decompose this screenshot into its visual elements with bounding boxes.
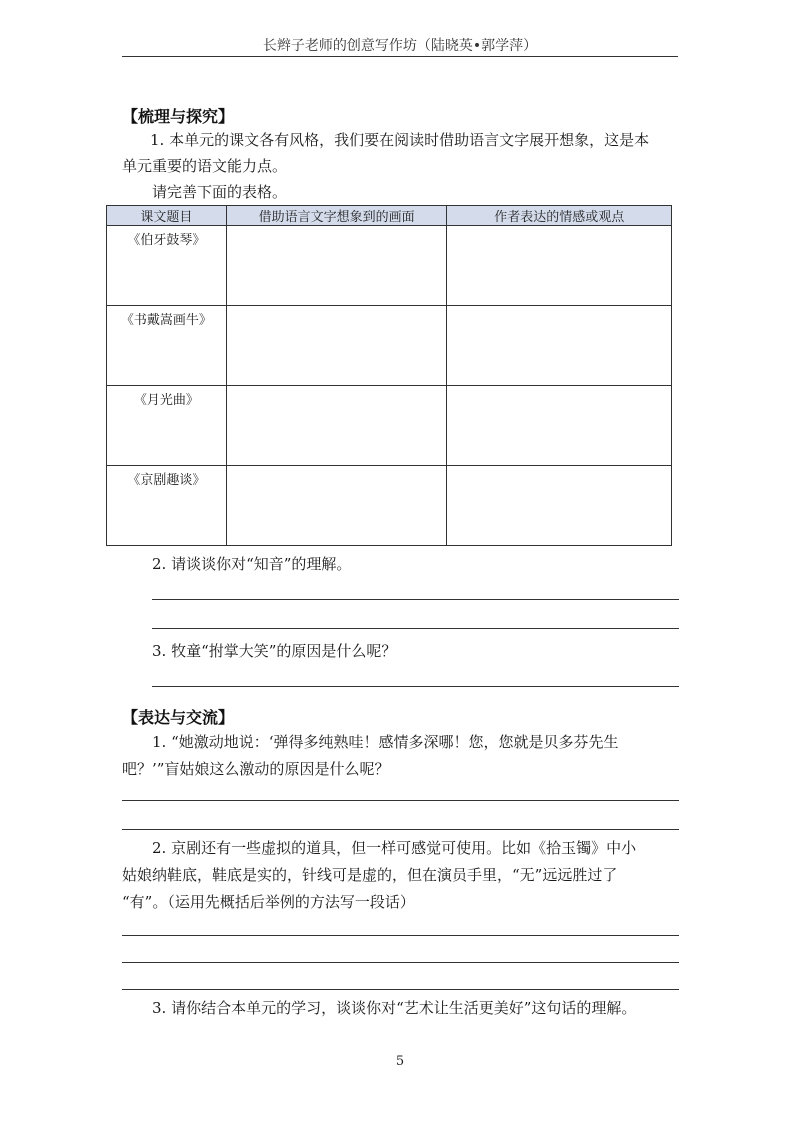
answer-line[interactable]: [122, 829, 679, 830]
question-3: 3. 牧童“拊掌大笑”的原因是什么呢？: [152, 642, 397, 660]
answer-cell[interactable]: [447, 226, 672, 306]
answer-cell[interactable]: [447, 306, 672, 386]
table-row: [107, 466, 672, 546]
express-question-1-line-1: 1. “她激动地说：‘弹得多纯熟哇！感情多深哪！您，您就是贝多芬先生: [152, 733, 619, 751]
lesson-title-cell: 《京剧趣谈》: [107, 466, 227, 546]
lesson-title-cell: 《书戴嵩画牛》: [107, 306, 227, 386]
answer-line[interactable]: [152, 686, 679, 687]
table-row: [107, 306, 672, 386]
lesson-title-cell: 《月光曲》: [107, 386, 227, 466]
table-row: [107, 386, 672, 466]
express-question-3: 3. 请你结合本单元的学习，谈谈你对“艺术让生活更美好”这句话的理解。: [152, 999, 637, 1017]
question-1-line-1: 1. 本单元的课文各有风格，我们要在阅读时借助语言文字展开想象，这是本: [150, 131, 650, 149]
answer-line[interactable]: [152, 599, 679, 600]
table-row: [107, 226, 672, 306]
answer-line[interactable]: [122, 989, 679, 990]
express-question-2-line-1: 2. 京剧还有一些虚拟的道具，但一样可感觉可使用。比如《拾玉镯》中小: [152, 839, 637, 857]
page-header: 长辫子老师的创意写作坊（陆晓英•郭学萍）: [262, 38, 538, 54]
lesson-table: [106, 205, 672, 546]
answer-cell[interactable]: [226, 306, 447, 386]
question-2: 2. 请谈谈你对“知音”的理解。: [152, 555, 352, 573]
col-header-lesson-title: 课文题目: [107, 206, 227, 226]
table-header-row: [107, 206, 672, 226]
answer-line[interactable]: [122, 800, 679, 801]
answer-cell[interactable]: [226, 466, 447, 546]
answer-cell[interactable]: [447, 386, 672, 466]
answer-line[interactable]: [152, 628, 679, 629]
answer-line[interactable]: [122, 935, 679, 936]
answer-cell[interactable]: [226, 386, 447, 466]
answer-cell[interactable]: [226, 226, 447, 306]
table-instruction: 请完善下面的表格。: [152, 183, 288, 201]
section-title-explore: 【梳理与探究】: [122, 107, 235, 126]
section-title-express: 【表达与交流】: [122, 708, 235, 727]
answer-line[interactable]: [122, 962, 679, 963]
lesson-title-cell: 《伯牙鼓琴》: [107, 226, 227, 306]
col-header-imagined-scene: 借助语言文字想象到的画面: [226, 206, 447, 226]
question-1-line-2: 单元重要的语文能力点。: [122, 157, 288, 175]
page-number: 5: [395, 1054, 405, 1069]
answer-cell[interactable]: [447, 466, 672, 546]
col-header-author-feeling: 作者表达的情感或观点: [447, 206, 672, 226]
express-question-2-line-3: “有”。（运用先概括后举例的方法写一段话）: [122, 893, 415, 911]
express-question-2-line-2: 姑娘纳鞋底，鞋底是实的，针线可是虚的，但在演员手里，“无”远远胜过了: [122, 866, 618, 884]
header-divider: [122, 56, 678, 57]
express-question-1-line-2: 吧？’”盲姑娘这么激动的原因是什么呢？: [122, 760, 390, 778]
